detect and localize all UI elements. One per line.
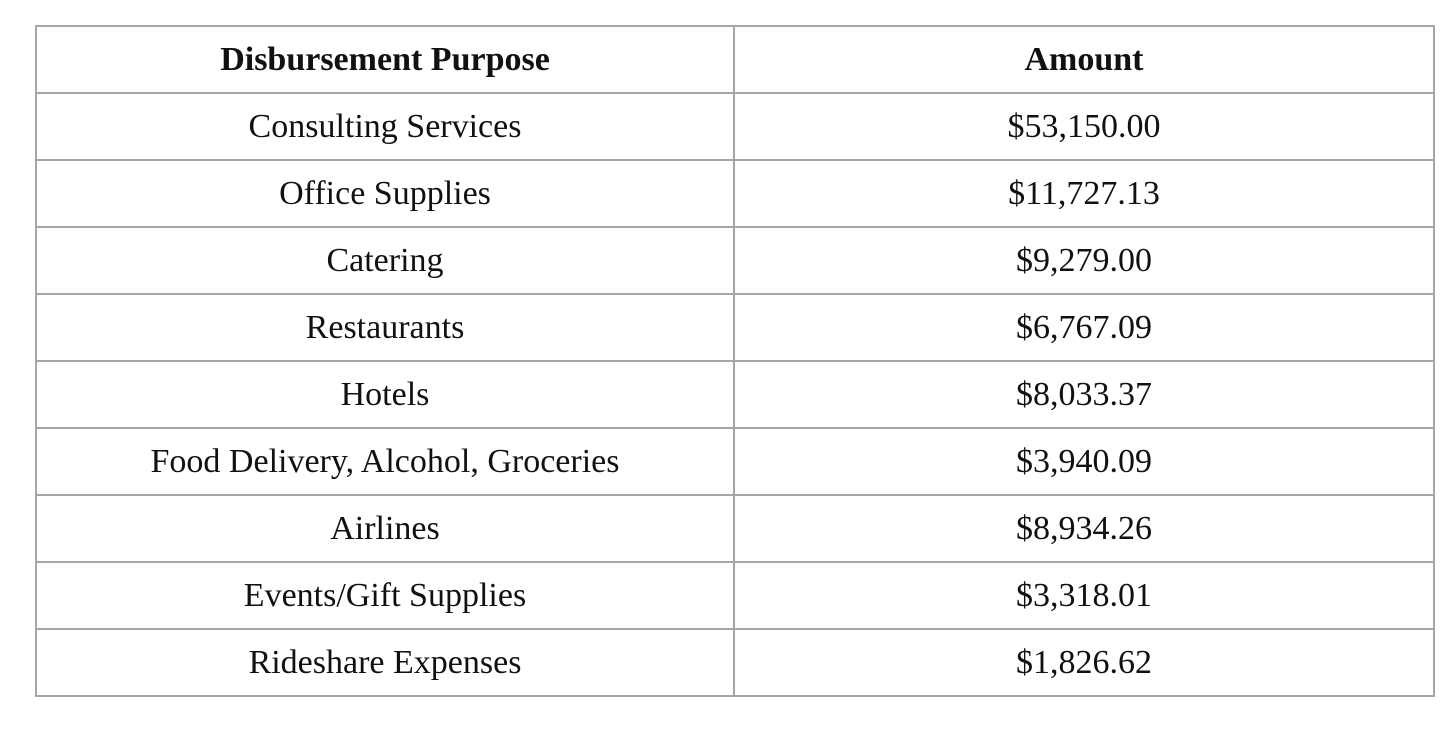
table-row bbox=[36, 93, 1434, 160]
purpose-cell: Restaurants bbox=[36, 294, 734, 361]
column-header-amount: Amount bbox=[734, 26, 1434, 93]
purpose-cell: Rideshare Expenses bbox=[36, 629, 734, 696]
disbursement-table-container bbox=[35, 25, 1433, 697]
amount-cell: $6,767.09 bbox=[734, 294, 1434, 361]
amount-cell: $9,279.00 bbox=[734, 227, 1434, 294]
table-header-row bbox=[36, 26, 1434, 93]
table-row bbox=[36, 361, 1434, 428]
purpose-cell: Airlines bbox=[36, 495, 734, 562]
amount-cell: $53,150.00 bbox=[734, 93, 1434, 160]
purpose-cell: Consulting Services bbox=[36, 93, 734, 160]
table-row bbox=[36, 629, 1434, 696]
amount-cell: $1,826.62 bbox=[734, 629, 1434, 696]
table-row bbox=[36, 227, 1434, 294]
purpose-cell: Events/Gift Supplies bbox=[36, 562, 734, 629]
table-row bbox=[36, 562, 1434, 629]
amount-cell: $8,934.26 bbox=[734, 495, 1434, 562]
purpose-cell: Office Supplies bbox=[36, 160, 734, 227]
amount-cell: $11,727.13 bbox=[734, 160, 1434, 227]
column-header-purpose: Disbursement Purpose bbox=[36, 26, 734, 93]
purpose-cell: Catering bbox=[36, 227, 734, 294]
amount-cell: $3,940.09 bbox=[734, 428, 1434, 495]
table-row bbox=[36, 495, 1434, 562]
amount-cell: $3,318.01 bbox=[734, 562, 1434, 629]
table-row bbox=[36, 294, 1434, 361]
disbursement-table bbox=[35, 25, 1435, 697]
purpose-cell: Food Delivery, Alcohol, Groceries bbox=[36, 428, 734, 495]
purpose-cell: Hotels bbox=[36, 361, 734, 428]
table-row bbox=[36, 428, 1434, 495]
amount-cell: $8,033.37 bbox=[734, 361, 1434, 428]
table-row bbox=[36, 160, 1434, 227]
